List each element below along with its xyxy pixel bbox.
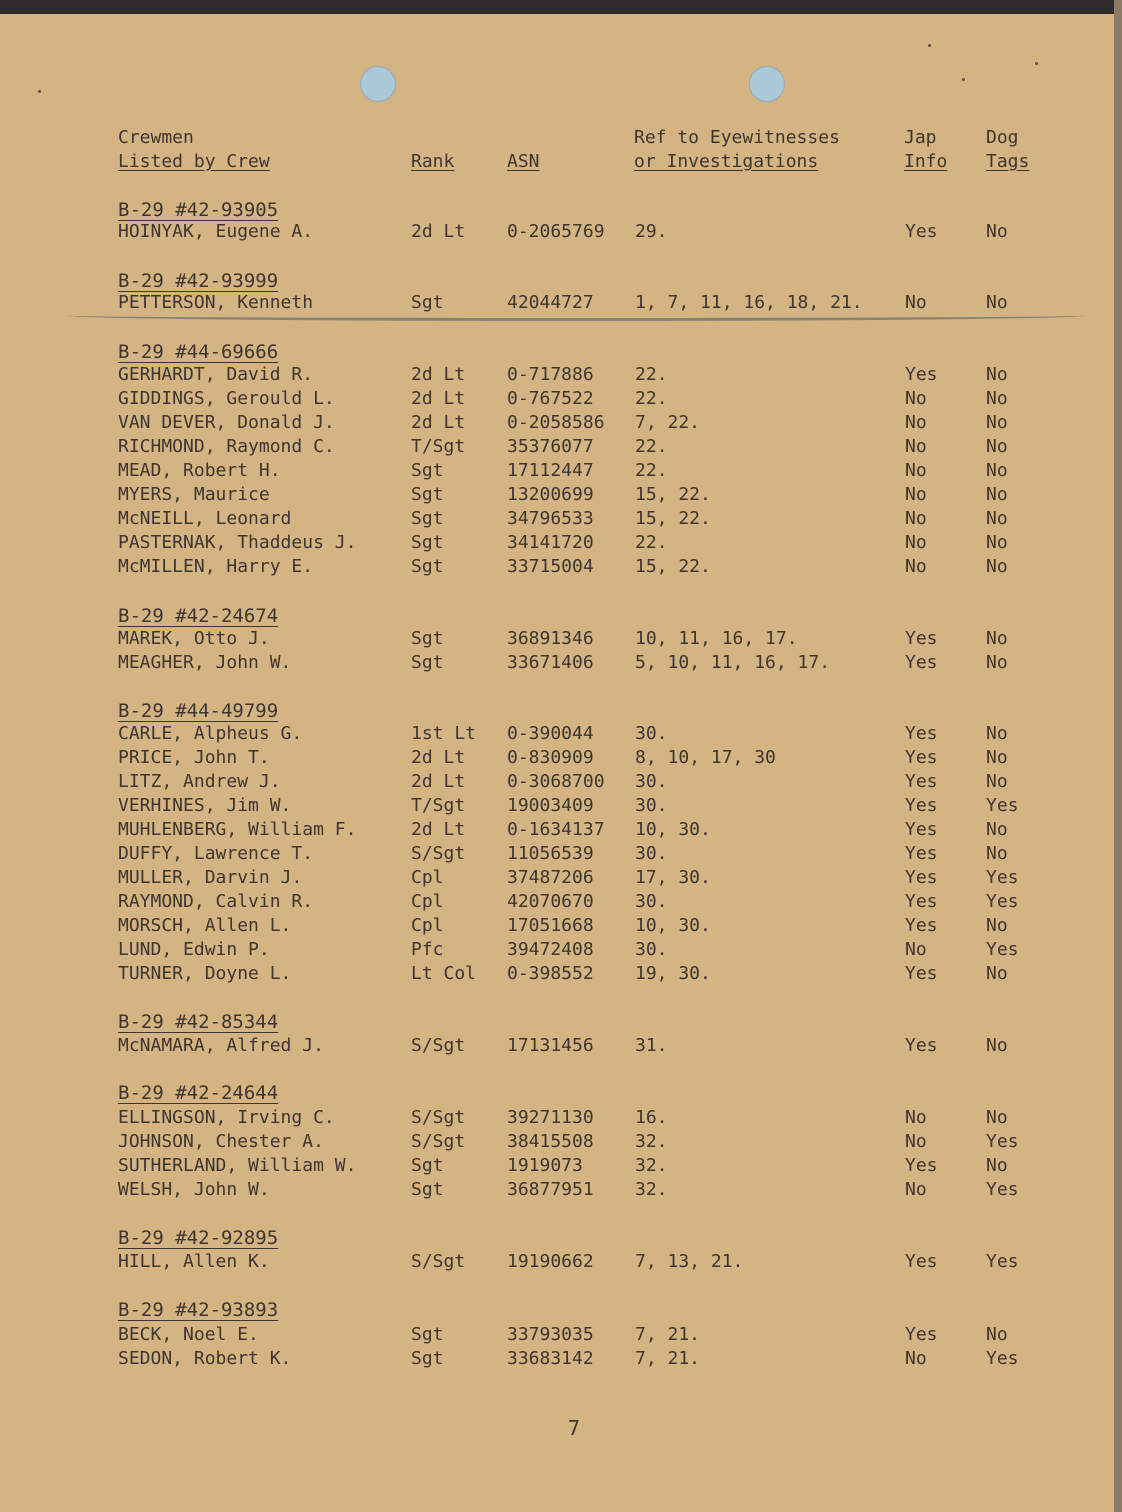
crewman-asn: 0-767522 xyxy=(507,388,594,409)
crewman-rank: 2d Lt xyxy=(411,364,466,385)
crewman-jap: Yes xyxy=(905,1155,938,1176)
crewman-asn: 33793035 xyxy=(507,1324,594,1345)
crewman-jap: Yes xyxy=(905,843,938,864)
crewman-rank: Cpl xyxy=(411,891,444,912)
crewman-asn: 39472408 xyxy=(507,939,594,960)
header-jap-line1: Jap xyxy=(904,127,937,148)
crewman-jap: No xyxy=(905,1131,927,1152)
crewman-refs: 5, 10, 11, 16, 17. xyxy=(635,652,831,673)
crewman-name: LITZ, Andrew J. xyxy=(118,771,281,792)
crewman-rank: 1st Lt xyxy=(411,723,477,744)
crewman-dog: No xyxy=(986,532,1008,553)
crewman-asn: 36877951 xyxy=(507,1179,594,1200)
crewman-jap: Yes xyxy=(905,891,938,912)
crewman-rank: S/Sgt xyxy=(411,1131,466,1152)
crewman-refs: 30. xyxy=(635,795,668,816)
crewman-name: MULLER, Darvin J. xyxy=(118,867,303,888)
crewman-refs: 30. xyxy=(635,843,668,864)
crewman-name: McNAMARA, Alfred J. xyxy=(118,1035,324,1056)
crewman-asn: 0-398552 xyxy=(507,963,594,984)
crewman-dog: No xyxy=(986,388,1008,409)
crewman-asn: 0-2058586 xyxy=(507,412,605,433)
crewman-name: RICHMOND, Raymond C. xyxy=(118,436,335,457)
crewman-name: MAREK, Otto J. xyxy=(118,628,270,649)
header-crewmen-line1: Crewmen xyxy=(118,127,194,148)
crewman-jap: No xyxy=(905,484,927,505)
crewman-rank: Sgt xyxy=(411,1348,444,1369)
header-crewmen-line2: Listed by Crew xyxy=(118,151,270,172)
crewman-rank: S/Sgt xyxy=(411,843,466,864)
crewman-refs: 22. xyxy=(635,364,668,385)
crewman-refs: 30. xyxy=(635,891,668,912)
crewman-name: HOINYAK, Eugene A. xyxy=(118,221,314,242)
crewman-jap: No xyxy=(905,460,927,481)
crewman-refs: 30. xyxy=(635,771,668,792)
crewman-dog: No xyxy=(986,652,1008,673)
header-asn: ASN xyxy=(507,151,540,172)
crewman-asn: 42070670 xyxy=(507,891,594,912)
crewman-dog: Yes xyxy=(986,1179,1019,1200)
crewman-jap: No xyxy=(905,556,927,577)
crewman-refs: 10, 30. xyxy=(635,819,711,840)
crewman-rank: 2d Lt xyxy=(411,388,466,409)
crewman-dog: Yes xyxy=(986,867,1019,888)
crewman-asn: 17131456 xyxy=(507,1035,594,1056)
crewman-dog: Yes xyxy=(986,939,1019,960)
crewman-name: McMILLEN, Harry E. xyxy=(118,556,314,577)
crewman-rank: Sgt xyxy=(411,532,444,553)
scan-top-edge xyxy=(0,0,1122,14)
crewman-jap: No xyxy=(905,1107,927,1128)
crewman-rank: 2d Lt xyxy=(411,747,466,768)
crewman-refs: 31. xyxy=(635,1035,668,1056)
crewman-dog: No xyxy=(986,628,1008,649)
crewman-name: WELSH, John W. xyxy=(118,1179,270,1200)
crew-label: B-29 #44-69666 xyxy=(118,341,279,363)
crewman-asn: 0-390044 xyxy=(507,723,594,744)
crewman-rank: Sgt xyxy=(411,1155,444,1176)
crewman-asn: 17112447 xyxy=(507,460,594,481)
crewman-dog: No xyxy=(986,292,1008,313)
crewman-name: MYERS, Maurice xyxy=(118,484,270,505)
crewman-jap: Yes xyxy=(905,364,938,385)
crewman-refs: 8, 10, 17, 30 xyxy=(635,747,776,768)
crewman-dog: Yes xyxy=(986,795,1019,816)
header-dog-line2: Tags xyxy=(986,151,1030,172)
crewman-refs: 15, 22. xyxy=(635,484,711,505)
crewman-rank: S/Sgt xyxy=(411,1107,466,1128)
crewman-jap: Yes xyxy=(905,915,938,936)
crewman-jap: No xyxy=(905,1179,927,1200)
crewman-refs: 32. xyxy=(635,1131,668,1152)
crewman-dog: No xyxy=(986,412,1008,433)
crewman-name: PETTERSON, Kenneth xyxy=(118,292,314,313)
crewman-rank: S/Sgt xyxy=(411,1035,466,1056)
crew-label: B-29 #42-85344 xyxy=(118,1011,279,1033)
crewman-dog: No xyxy=(986,747,1008,768)
crewman-jap: Yes xyxy=(905,1251,938,1272)
crewman-asn: 37487206 xyxy=(507,867,594,888)
crewman-rank: Pfc xyxy=(411,939,444,960)
header-refs-line2: or Investigations xyxy=(634,151,819,172)
crewman-dog: No xyxy=(986,484,1008,505)
crewman-name: TURNER, Doyne L. xyxy=(118,963,292,984)
header-jap-line2: Info xyxy=(904,151,948,172)
crewman-asn: 1919073 xyxy=(507,1155,583,1176)
crewman-asn: 0-830909 xyxy=(507,747,594,768)
crewman-name: PRICE, John T. xyxy=(118,747,270,768)
crewman-name: MUHLENBERG, William F. xyxy=(118,819,357,840)
speck xyxy=(1035,62,1038,65)
crew-label: B-29 #42-24674 xyxy=(118,605,279,627)
crewman-rank: Lt Col xyxy=(411,963,477,984)
crewman-jap: Yes xyxy=(905,723,938,744)
punch-hole-left xyxy=(360,66,396,102)
crewman-dog: No xyxy=(986,460,1008,481)
crewman-name: VERHINES, Jim W. xyxy=(118,795,292,816)
crewman-name: MEAD, Robert H. xyxy=(118,460,281,481)
crewman-jap: Yes xyxy=(905,963,938,984)
crewman-jap: No xyxy=(905,939,927,960)
crewman-jap: Yes xyxy=(905,1324,938,1345)
crewman-dog: No xyxy=(986,221,1008,242)
crewman-dog: Yes xyxy=(986,891,1019,912)
crewman-name: CARLE, Alpheus G. xyxy=(118,723,303,744)
crewman-jap: Yes xyxy=(905,867,938,888)
header-rank: Rank xyxy=(411,151,455,172)
crewman-name: MORSCH, Allen L. xyxy=(118,915,292,936)
crewman-name: SEDON, Robert K. xyxy=(118,1348,292,1369)
crewman-refs: 16. xyxy=(635,1107,668,1128)
crewman-jap: Yes xyxy=(905,795,938,816)
crewman-refs: 22. xyxy=(635,532,668,553)
crewman-name: LUND, Edwin P. xyxy=(118,939,270,960)
header-dog-line1: Dog xyxy=(986,127,1019,148)
crewman-asn: 33715004 xyxy=(507,556,594,577)
crewman-rank: Sgt xyxy=(411,652,444,673)
crewman-rank: S/Sgt xyxy=(411,1251,466,1272)
crewman-dog: No xyxy=(986,1107,1008,1128)
scan-right-edge xyxy=(1114,0,1122,1512)
crewman-jap: No xyxy=(905,436,927,457)
crewman-rank: 2d Lt xyxy=(411,771,466,792)
crewman-dog: No xyxy=(986,771,1008,792)
crewman-name: ELLINGSON, Irving C. xyxy=(118,1107,335,1128)
crew-label: B-29 #44-49799 xyxy=(118,700,279,722)
crewman-asn: 33671406 xyxy=(507,652,594,673)
crewman-refs: 15, 22. xyxy=(635,556,711,577)
crewman-rank: Cpl xyxy=(411,867,444,888)
crewman-rank: 2d Lt xyxy=(411,221,466,242)
crew-label: B-29 #42-24644 xyxy=(118,1082,279,1104)
crewman-refs: 7, 21. xyxy=(635,1348,701,1369)
crewman-asn: 34796533 xyxy=(507,508,594,529)
crewman-dog: No xyxy=(986,556,1008,577)
crewman-rank: T/Sgt xyxy=(411,436,466,457)
crewman-rank: Cpl xyxy=(411,915,444,936)
crewman-asn: 38415508 xyxy=(507,1131,594,1152)
crewman-jap: No xyxy=(905,292,927,313)
crewman-asn: 36891346 xyxy=(507,628,594,649)
crewman-asn: 19003409 xyxy=(507,795,594,816)
crewman-asn: 34141720 xyxy=(507,532,594,553)
crewman-name: BECK, Noel E. xyxy=(118,1324,259,1345)
crewman-rank: 2d Lt xyxy=(411,819,466,840)
crewman-rank: Sgt xyxy=(411,628,444,649)
crewman-asn: 13200699 xyxy=(507,484,594,505)
crewman-dog: No xyxy=(986,1155,1008,1176)
crewman-jap: No xyxy=(905,508,927,529)
crewman-asn: 17051668 xyxy=(507,915,594,936)
crewman-asn: 39271130 xyxy=(507,1107,594,1128)
crewman-dog: No xyxy=(986,819,1008,840)
crewman-asn: 0-717886 xyxy=(507,364,594,385)
crewman-jap: No xyxy=(905,388,927,409)
crew-label: B-29 #42-93999 xyxy=(118,270,279,292)
crewman-asn: 0-1634137 xyxy=(507,819,605,840)
crewman-jap: Yes xyxy=(905,819,938,840)
crewman-name: DUFFY, Lawrence T. xyxy=(118,843,314,864)
crewman-dog: No xyxy=(986,364,1008,385)
crewman-name: SUTHERLAND, William W. xyxy=(118,1155,357,1176)
crewman-asn: 11056539 xyxy=(507,843,594,864)
crewman-refs: 10, 11, 16, 17. xyxy=(635,628,798,649)
crewman-dog: No xyxy=(986,508,1008,529)
crewman-refs: 1, 7, 11, 16, 18, 21. xyxy=(635,292,863,313)
crewman-name: VAN DEVER, Donald J. xyxy=(118,412,335,433)
crewman-name: HILL, Allen K. xyxy=(118,1251,270,1272)
header-refs xyxy=(634,126,840,174)
crewman-refs: 10, 30. xyxy=(635,915,711,936)
crewman-asn: 42044727 xyxy=(507,292,594,313)
crewman-name: GIDDINGS, Gerould L. xyxy=(118,388,335,409)
crewman-dog: No xyxy=(986,1035,1008,1056)
crewman-dog: Yes xyxy=(986,1131,1019,1152)
crewman-refs: 7, 21. xyxy=(635,1324,701,1345)
crewman-jap: No xyxy=(905,1348,927,1369)
crewman-name: MEAGHER, John W. xyxy=(118,652,292,673)
crewman-rank: Sgt xyxy=(411,556,444,577)
speck xyxy=(928,44,931,47)
crewman-name: GERHARDT, David R. xyxy=(118,364,314,385)
crewman-name: RAYMOND, Calvin R. xyxy=(118,891,314,912)
speck xyxy=(38,90,41,93)
crewman-asn: 0-3068700 xyxy=(507,771,605,792)
crewman-rank: Sgt xyxy=(411,1324,444,1345)
crewman-refs: 17, 30. xyxy=(635,867,711,888)
crewman-refs: 7, 22. xyxy=(635,412,701,433)
crewman-rank: 2d Lt xyxy=(411,412,466,433)
crewman-refs: 19, 30. xyxy=(635,963,711,984)
crewman-asn: 35376077 xyxy=(507,436,594,457)
crewman-refs: 7, 13, 21. xyxy=(635,1251,744,1272)
crewman-jap: Yes xyxy=(905,652,938,673)
crewman-name: JOHNSON, Chester A. xyxy=(118,1131,324,1152)
header-crewmen xyxy=(118,126,270,174)
crewman-jap: Yes xyxy=(905,628,938,649)
crewman-dog: No xyxy=(986,843,1008,864)
crewman-dog: No xyxy=(986,436,1008,457)
crewman-refs: 22. xyxy=(635,436,668,457)
crew-label: B-29 #42-93905 xyxy=(118,199,279,221)
crewman-dog: Yes xyxy=(986,1251,1019,1272)
crewman-refs: 22. xyxy=(635,388,668,409)
crewman-refs: 22. xyxy=(635,460,668,481)
crewman-asn: 0-2065769 xyxy=(507,221,605,242)
crewman-rank: T/Sgt xyxy=(411,795,466,816)
crewman-name: PASTERNAK, Thaddeus J. xyxy=(118,532,357,553)
crewman-refs: 30. xyxy=(635,939,668,960)
crewman-rank: Sgt xyxy=(411,484,444,505)
crewman-dog: No xyxy=(986,915,1008,936)
header-dog-tags xyxy=(986,126,1029,174)
crewman-rank: Sgt xyxy=(411,1179,444,1200)
speck xyxy=(962,78,965,81)
crewman-rank: Sgt xyxy=(411,460,444,481)
crewman-dog: No xyxy=(986,723,1008,744)
crewman-asn: 19190662 xyxy=(507,1251,594,1272)
crewman-asn: 33683142 xyxy=(507,1348,594,1369)
crewman-refs: 30. xyxy=(635,723,668,744)
crewman-dog: No xyxy=(986,963,1008,984)
crewman-refs: 32. xyxy=(635,1179,668,1200)
crewman-jap: No xyxy=(905,532,927,553)
crewman-refs: 29. xyxy=(635,221,668,242)
crewman-dog: No xyxy=(986,1324,1008,1345)
header-refs-line1: Ref to Eyewitnesses xyxy=(634,127,840,148)
crew-label: B-29 #42-92895 xyxy=(118,1227,279,1249)
punch-hole-right xyxy=(749,66,785,102)
crewman-dog: Yes xyxy=(986,1348,1019,1369)
crewman-rank: Sgt xyxy=(411,292,444,313)
page-number: 7 xyxy=(568,1416,581,1440)
header-jap-info xyxy=(904,126,947,174)
crewman-refs: 32. xyxy=(635,1155,668,1176)
crewman-jap: No xyxy=(905,412,927,433)
crew-label: B-29 #42-93893 xyxy=(118,1299,279,1321)
crewman-rank: Sgt xyxy=(411,508,444,529)
crewman-jap: Yes xyxy=(905,221,938,242)
crewman-jap: Yes xyxy=(905,1035,938,1056)
crewman-jap: Yes xyxy=(905,771,938,792)
crewman-name: McNEILL, Leonard xyxy=(118,508,292,529)
crewman-refs: 15, 22. xyxy=(635,508,711,529)
crewman-jap: Yes xyxy=(905,747,938,768)
